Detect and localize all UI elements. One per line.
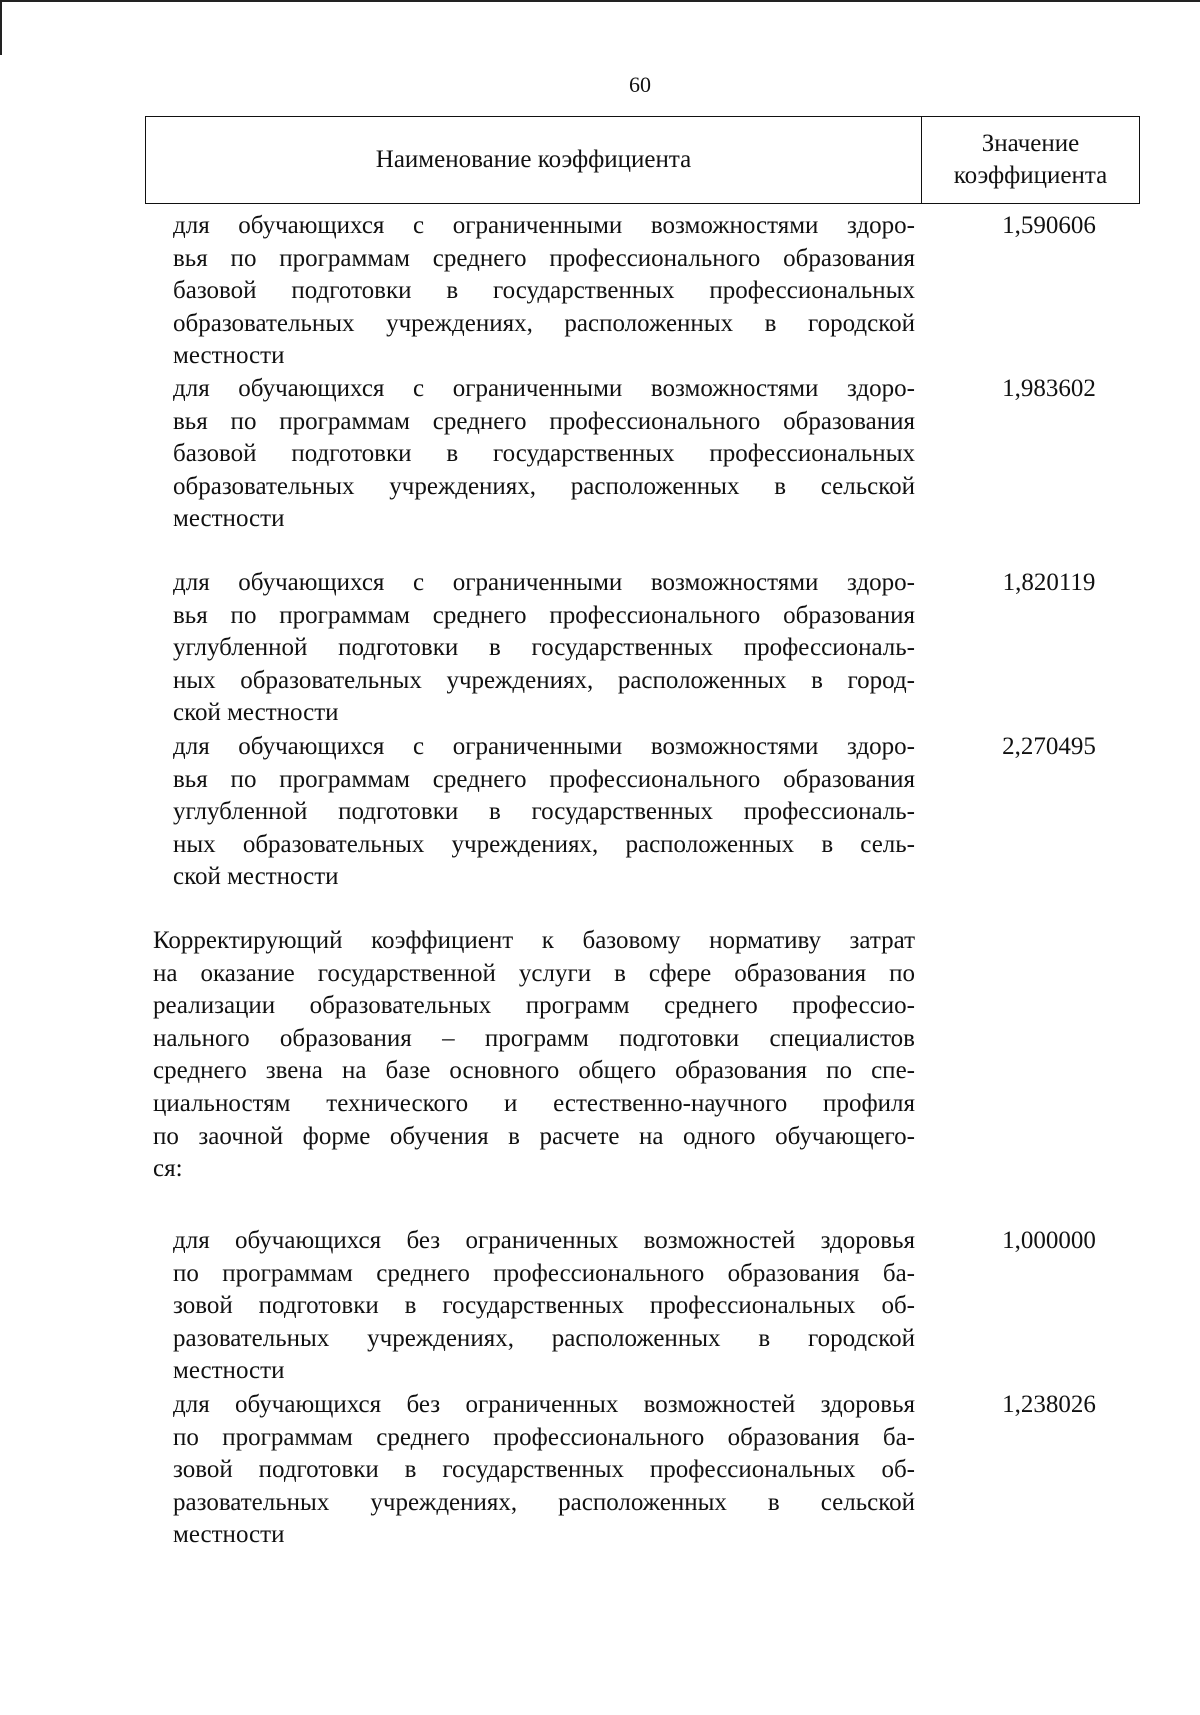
coefficient-value: 1,983602: [1002, 375, 1096, 402]
scan-edge-left: [0, 0, 2, 55]
text-line: ской местности: [173, 863, 339, 891]
table-row: [153, 731, 1153, 894]
coefficient-value: 1,590606: [1002, 212, 1096, 239]
text-line: местности: [173, 505, 285, 533]
text-line: вья по программам среднего профессионального образования: [173, 601, 915, 629]
text-line: для обучающихся с ограниченными возможностями здоро-: [173, 733, 915, 760]
header-name-column: Наименование коэффициента: [146, 117, 922, 203]
text-line: местности: [173, 1357, 285, 1385]
table-row: [153, 567, 1153, 730]
text-line: ных образовательных учреждениях, расположенных в сель-: [173, 830, 915, 858]
text-line: для обучающихся с ограниченными возможностями здоро-: [173, 375, 915, 402]
table-header: [145, 116, 1140, 204]
header-value-line2: коэффициента: [953, 162, 1108, 189]
coefficient-name: [153, 373, 915, 536]
header-value-column: [922, 117, 1139, 203]
page-number: 60: [629, 72, 651, 97]
text-line: вья по программам среднего профессионального образования: [173, 407, 915, 435]
text-line: ных образовательных учреждениях, расположенных в город-: [173, 666, 915, 694]
text-line: местности: [173, 1521, 285, 1549]
coefficient-value: 1,000000: [1002, 1227, 1096, 1254]
table-row: [153, 210, 1153, 373]
coefficient-name: [153, 210, 915, 373]
section-heading: [153, 925, 915, 1186]
text-line: зовой подготовки в государственных профессиональных об-: [173, 1456, 915, 1484]
table-row: [153, 1225, 1153, 1388]
scan-edge-top: [0, 0, 1200, 2]
coefficient-value: 2,270495: [1002, 733, 1096, 760]
text-line: разовательных учреждениях, расположенных в городской: [173, 1324, 915, 1352]
text-line: по программам среднего профессионального образования ба-: [173, 1259, 915, 1287]
coefficient-name: [153, 731, 915, 894]
text-line: нального образования – программ подготовки специалистов: [153, 1024, 915, 1052]
text-line: для обучающихся без ограниченных возможностей здоровья: [173, 1391, 915, 1418]
table-row: [153, 925, 1153, 1186]
text-line: образовательных учреждениях, расположенных в сельской: [173, 472, 915, 500]
text-line: местности: [173, 342, 285, 370]
text-line: зовой подготовки в государственных профессиональных об-: [173, 1292, 915, 1320]
coefficient-value: 1,238026: [1002, 1391, 1096, 1418]
table-row: [153, 373, 1153, 536]
text-line: Корректирующий коэффициент к базовому нормативу затрат: [153, 927, 915, 954]
text-line: по заочной форме обучения в расчете на одного обучающего-: [153, 1122, 915, 1150]
text-line: углубленной подготовки в государственных профессиональ-: [173, 798, 915, 826]
text-line: для обучающихся без ограниченных возможностей здоровья: [173, 1227, 915, 1254]
text-line: образовательных учреждениях, расположенных в городской: [173, 309, 915, 337]
text-line: вья по программам среднего профессионального образования: [173, 244, 915, 272]
text-line: разовательных учреждениях, расположенных в сельской: [173, 1488, 915, 1516]
text-line: для обучающихся с ограниченными возможностями здоро-: [173, 569, 915, 596]
coefficient-name: [153, 1389, 915, 1552]
text-line: вья по программам среднего профессионального образования: [173, 765, 915, 793]
coefficient-name: [153, 567, 915, 730]
text-line: базовой подготовки в государственных профессиональных: [173, 440, 915, 468]
text-line: базовой подготовки в государственных профессиональных: [173, 277, 915, 305]
coefficient-value: [915, 925, 1153, 1186]
text-line: по программам среднего профессионального образования ба-: [173, 1423, 915, 1451]
coefficient-name: [153, 1225, 915, 1388]
text-line: углубленной подготовки в государственных профессиональ-: [173, 634, 915, 662]
text-line: ской местности: [173, 699, 339, 727]
table-row: [153, 1389, 1153, 1552]
text-line: на оказание государственной услуги в сфере образования по: [153, 959, 915, 987]
text-line: для обучающихся с ограниченными возможностями здоро-: [173, 212, 915, 239]
coefficient-value: 1,820119: [1002, 569, 1096, 596]
text-line: ся:: [153, 1155, 183, 1183]
text-line: реализации образовательных программ среднего профессио-: [153, 992, 915, 1020]
header-value-line1: Значение: [981, 130, 1080, 157]
text-line: циальностям технического и естественно-научного профиля: [153, 1089, 915, 1117]
text-line: среднего звена на базе основного общего образования по спе-: [153, 1057, 915, 1085]
